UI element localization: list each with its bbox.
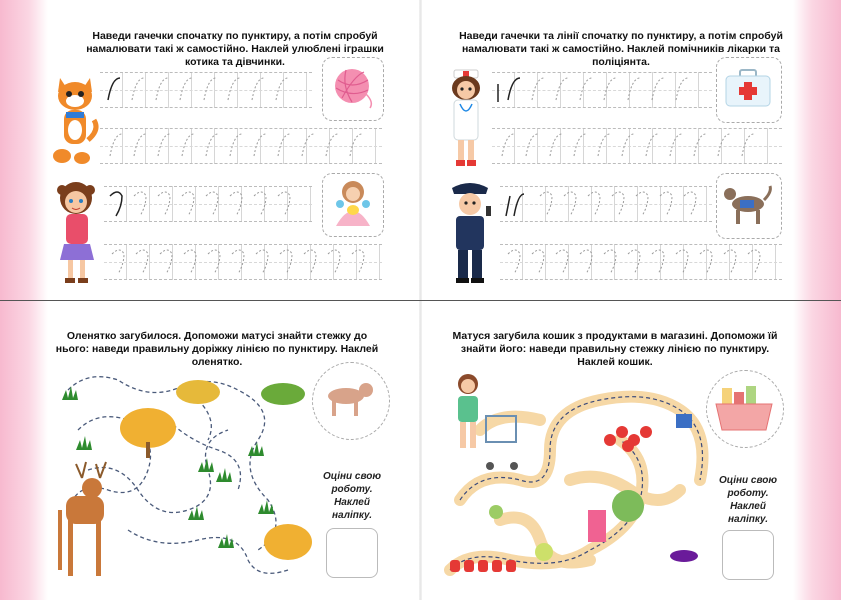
doll-icon [328, 176, 378, 232]
police-dog-icon [722, 182, 774, 228]
instruction-top-left: Наведи гачечки спочатку по пунктиру, а потім спробуй намалювати такі ж самостійно. Наклей улюблені іграшки котика та дівчинки. [86, 30, 384, 68]
rating-sticker-slot-left[interactable] [326, 528, 378, 578]
instruction-bottom-right: Матуся загубила кошик з продуктами в магазині. Допоможи їй знайти його: наведи правильну стежку лінією по пунктиру. Наклей кошик. [452, 330, 778, 368]
grocery-maze[interactable] [440, 370, 720, 590]
hook-traces-6 [492, 130, 782, 162]
first-aid-kit-icon [724, 68, 772, 108]
doctor-illustration [444, 68, 490, 172]
rate-text-bottom-right: Оціни свою роботу. Наклей наліпку. [718, 475, 778, 525]
cat-illustration [52, 74, 100, 166]
hook-traces-1 [100, 74, 312, 106]
yarn-ball-icon [330, 64, 376, 110]
rate-text-bottom-left: Оціни свою роботу. Наклей наліпку. [322, 471, 382, 521]
hook-traces-4 [104, 246, 382, 278]
rating-sticker-slot-right[interactable] [722, 530, 774, 580]
instruction-bottom-left: Оленятко загубилося. Допоможи матусі знайти стежку до нього: наведи правильну доріжку лінією по пунктиру. Наклей оленятко. [55, 330, 379, 368]
fawn-icon [318, 376, 378, 422]
grocery-basket-icon [712, 384, 776, 436]
police-officer-illustration [444, 178, 500, 286]
hook-traces-3 [104, 188, 312, 220]
instruction-top-right: Наведи гачечки та лінії спочатку по пунктиру, а потім спробуй намалювати такі ж самостійно. Наклей помічників лікарки та поліціянта. [459, 30, 783, 68]
girl-illustration [52, 178, 104, 288]
hook-traces-7 [500, 188, 712, 220]
spread-divider [0, 300, 841, 301]
hook-traces-8 [500, 246, 782, 278]
deer-maze[interactable] [48, 360, 318, 590]
hook-traces-5 [492, 74, 712, 106]
deer-illustration [58, 462, 106, 576]
hook-traces-2 [100, 130, 382, 162]
